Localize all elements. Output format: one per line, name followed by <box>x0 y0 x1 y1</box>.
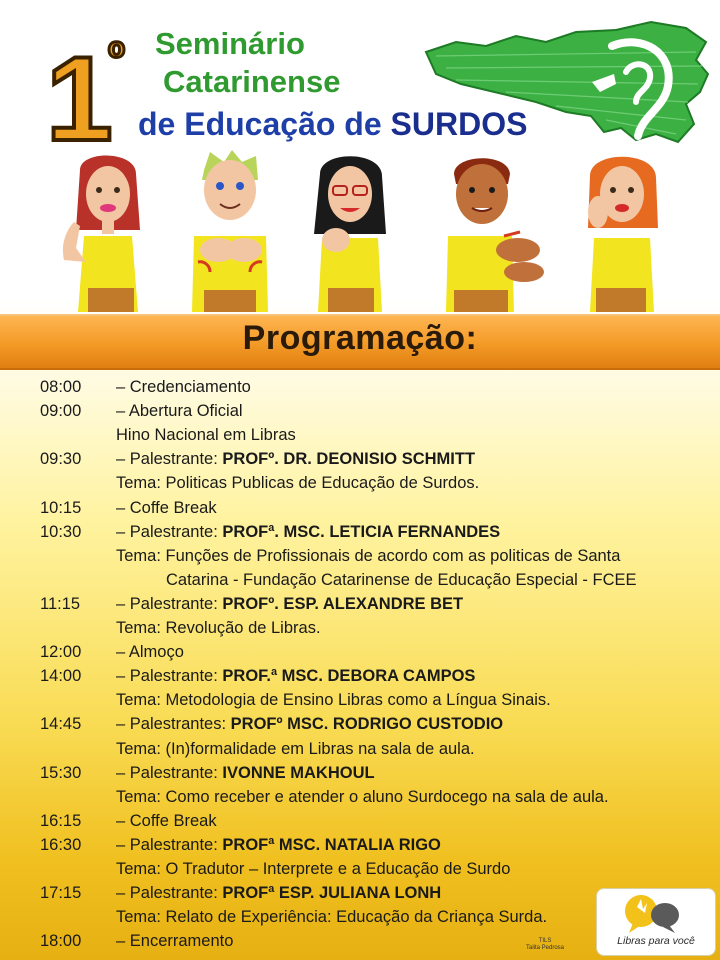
schedule-entry <box>116 617 321 639</box>
schedule-text: – Coffe Break <box>116 498 217 517</box>
speaker-name: PROFº. DR. DEONISIO SCHMITT <box>222 450 476 469</box>
schedule-time: 14:00 <box>40 667 82 686</box>
character-woman-red-hair <box>58 150 158 312</box>
title-line-3: de Educação de SURDOS <box>138 106 528 142</box>
schedule-entry <box>116 713 503 735</box>
schedule-entry <box>116 472 479 494</box>
schedule-time: 17:15 <box>40 884 82 903</box>
speaker-name: PROFº MSC. RODRIGO CUSTODIO <box>230 715 504 734</box>
schedule-entry <box>116 689 551 711</box>
schedule-time: 16:15 <box>40 811 82 830</box>
schedule-entry <box>116 497 217 519</box>
schedule-text: – Palestrante: <box>116 763 223 782</box>
schedule-text: – Almoço <box>116 643 184 662</box>
libras-para-voce-logo <box>596 888 716 956</box>
schedule-text: Tema: O Tradutor – Interprete e a Educação de Surdo <box>116 860 511 878</box>
title-line-2: Catarinense <box>163 64 341 99</box>
schedule-time: 10:30 <box>40 522 82 541</box>
speaker-name: PROFª MSC. NATALIA RIGO <box>222 835 441 854</box>
schedule-entry <box>116 593 463 615</box>
schedule-entry <box>116 738 475 760</box>
schedule-time: 18:00 <box>40 932 82 951</box>
schedule-entry <box>116 858 510 880</box>
schedule-text: Tema: Politicas Publicas de Educação de Surdos. <box>116 474 480 493</box>
speaker-name: PROF.ª MSC. DEBORA CAMPOS <box>222 667 476 686</box>
schedule-text: Catarina - Fundação Catarinense de Educação Especial - FCEE <box>166 570 637 589</box>
speaker-name: IVONNE MAKHOUL <box>222 763 375 782</box>
character-woman-orange-hair <box>572 150 672 312</box>
schedule-text: Hino Nacional em Libras <box>116 426 296 445</box>
schedule-entry <box>116 834 441 856</box>
schedule-entry <box>116 545 620 567</box>
schedule-text: – Palestrantes: <box>116 715 231 734</box>
schedule-time: 12:00 <box>40 643 82 662</box>
title-line-1: Seminário <box>155 26 305 61</box>
schedule-entry <box>116 762 375 784</box>
character-man-blonde <box>180 150 280 312</box>
schedule-entry <box>116 786 609 808</box>
schedule-entry <box>116 400 243 422</box>
poster-header <box>0 0 720 320</box>
schedule-text: – Palestrante: <box>116 450 223 469</box>
schedule-entry <box>166 569 637 591</box>
schedule-text: – Palestrante: <box>116 594 223 613</box>
character-man-dark-hair <box>428 150 548 312</box>
schedule-text: – Palestrante: <box>116 667 223 686</box>
character-woman-glasses <box>300 150 400 312</box>
schedule-entry <box>116 665 475 687</box>
logo-text: Libras para você <box>617 935 695 947</box>
schedule-entry <box>116 424 296 446</box>
schedule-entry <box>116 641 184 663</box>
schedule-time: 09:30 <box>40 450 82 469</box>
schedule-text: – Palestrante: <box>116 884 223 903</box>
speech-bubbles-icon <box>597 889 715 937</box>
schedule-time: 15:30 <box>40 763 82 782</box>
schedule-time: 08:00 <box>40 378 82 396</box>
schedule-entry <box>116 906 547 928</box>
speaker-name: PROFº. ESP. ALEXANDRE BET <box>222 594 464 613</box>
speaker-name: PROFª. MSC. LETICIA FERNANDES <box>222 522 501 541</box>
speaker-name: PROFª ESP. JULIANA LONH <box>222 884 442 903</box>
programacao-title: Programação: <box>242 319 478 357</box>
schedule-text: Tema: Como receber e atender o aluno Surdocego na sala de aula. <box>116 787 609 806</box>
schedule-time: 11:15 <box>40 594 81 613</box>
schedule-text: – Abertura Oficial <box>116 402 243 421</box>
schedule-entry <box>116 930 233 952</box>
schedule-text: Tema: Funções de Profissionais de acordo com as politicas de Santa <box>116 546 621 565</box>
designer-credit: TILS Talita Pedrosa <box>526 938 565 951</box>
svg-text:1: 1 <box>46 32 113 152</box>
schedule-entry <box>116 376 251 398</box>
santa-catarina-map-icon <box>416 12 716 152</box>
schedule-text: – Coffe Break <box>116 811 217 830</box>
schedule-time: 10:15 <box>40 498 82 517</box>
schedule-text: – Encerramento <box>116 932 234 951</box>
schedule-time: 09:00 <box>40 402 82 421</box>
schedule-text: – Credenciamento <box>116 378 251 396</box>
schedule-entry <box>116 810 217 832</box>
schedule-text: Tema: (In)formalidade em Libras na sala de aula. <box>116 739 475 758</box>
schedule-entry <box>116 448 475 470</box>
schedule-time: 16:30 <box>40 835 82 854</box>
schedule-entry <box>116 521 500 543</box>
schedule-time: 14:45 <box>40 715 82 734</box>
schedule-text: Tema: Relato de Experiência: Educação da Criança Surda. <box>116 908 548 927</box>
schedule-text: Tema: Metodologia de Ensino Libras como a Língua Sinais. <box>116 691 551 710</box>
svg-text:º: º <box>108 32 125 84</box>
schedule-text: Tema: Revolução de Libras. <box>116 619 321 637</box>
schedule-text: – Palestrante: <box>116 835 223 854</box>
schedule-text: – Palestrante: <box>116 522 223 541</box>
schedule-entry <box>116 882 441 904</box>
